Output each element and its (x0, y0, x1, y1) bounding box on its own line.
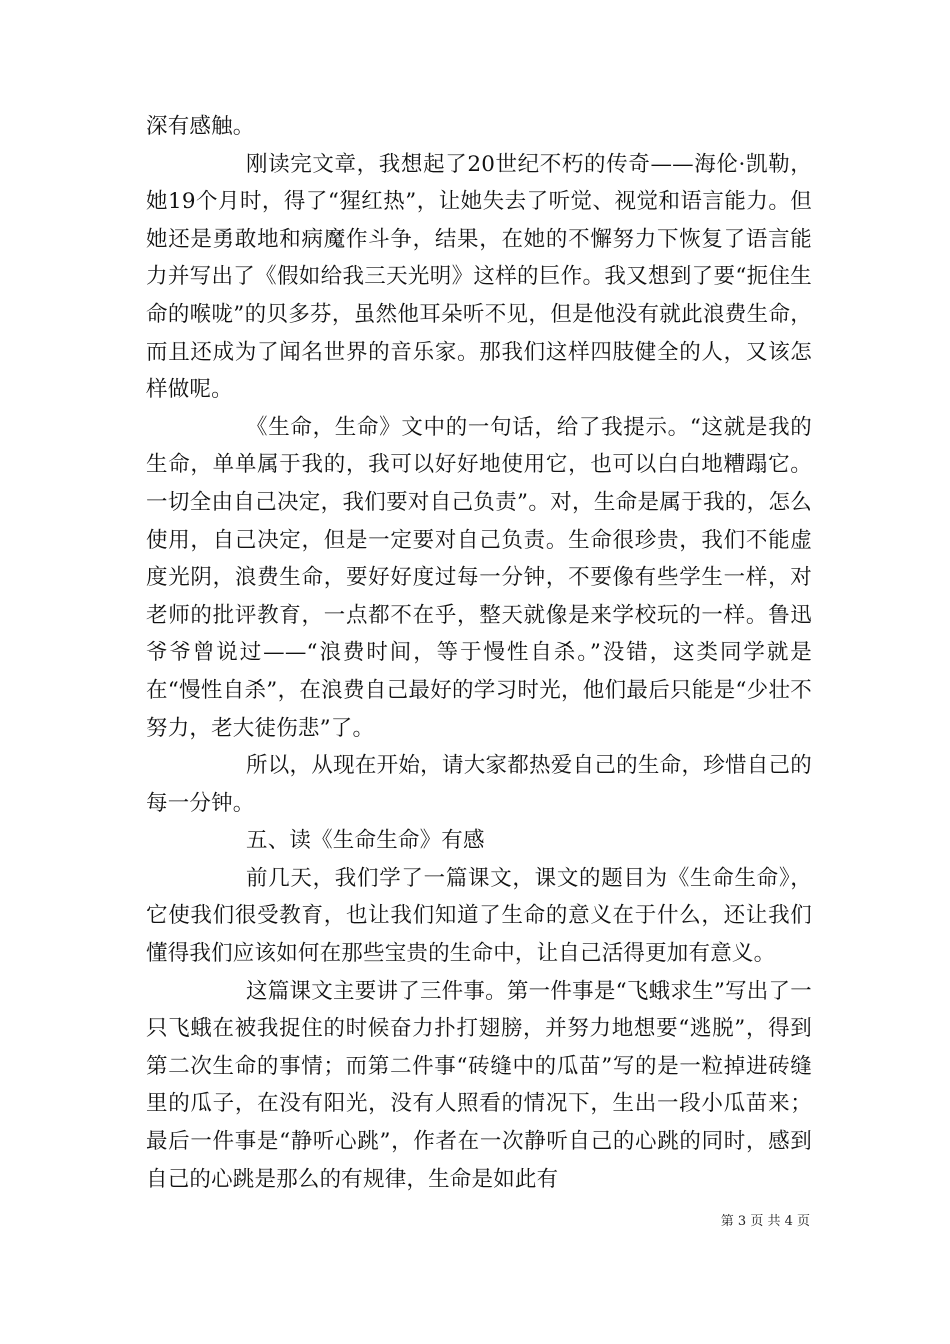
paragraph-5: 前几天，我们学了一篇课文，课文的题目为《生命生命》，它使我们很受教育，也让我们知道了生命的意义在于什么，还让我们懂得我们应该如何在那些宝贵的生命中，让自己活得更加有意义。 (146, 865, 812, 967)
section-heading: 五、读《生命生命》有感 (246, 828, 485, 854)
paragraph-3: 《生命，生命》文中的一句话，给了我提示。“这就是我的生命，单单属于我的，我可以好好地使用它，也可以白白地糟蹋它。一切全由自己决定，我们要对自己负责”。对，生命是属于我的，怎么使用，自己决定，但是一定要对自己负责。生命很珍贵，我们不能虚度光阴，浪费生命，要好好度过每一分钟，不要像有些学生一样，对老师的批评教育，一点都不在乎，整天就像是来学校玩的一样。鲁迅爷爷曾说过——“浪费时间，等于慢性自杀。”没错，这类同学就是在“慢性自杀”，在浪费自己最好的学习时光，他们最后只能是“少壮不努力，老大徒伤悲”了。 (146, 414, 812, 741)
paragraph-6: 这篇课文主要讲了三件事。第一件事是“飞蛾求生”写出了一只飞蛾在被我捉住的时候奋力扑打翅膀，并努力地想要“逃脱”，得到第二次生命的事情；而第二件事“砖缝中的瓜苗”写的是一粒掉进砖缝里的瓜子，在没有阳光，没有人照看的情况下，生出一段小瓜苗来；最后一件事是“静听心跳”，作者在一次静听自己的心跳的同时，感到自己的心跳是那么的有规律，生命是如此有 (146, 978, 812, 1192)
document-body (146, 108, 812, 1198)
page-number-footer: 第 3 页 共 4 页 (720, 1214, 810, 1229)
paragraph-1: 深有感触。 (146, 114, 255, 139)
paragraph-2: 刚读完文章，我想起了20世纪不朽的传奇——海伦·凯勒，她19个月时，得了“猩红热”，让她失去了听觉、视觉和语言能力。但她还是勇敢地和病魔作斗争，结果，在她的不懈努力下恢复了语言能力并写出了《假如给我三天光明》这样的巨作。我又想到了要“扼住生命的喉咙”的贝多芬，虽然他耳朵听不见，但是他没有就此浪费生命，而且还成为了闻名世界的音乐家。那我们这样四肢健全的人，又该怎样做呢。 (146, 151, 812, 403)
paragraph-4: 所以，从现在开始，请大家都热爱自己的生命，珍惜自己的每一分钟。 (146, 753, 812, 816)
